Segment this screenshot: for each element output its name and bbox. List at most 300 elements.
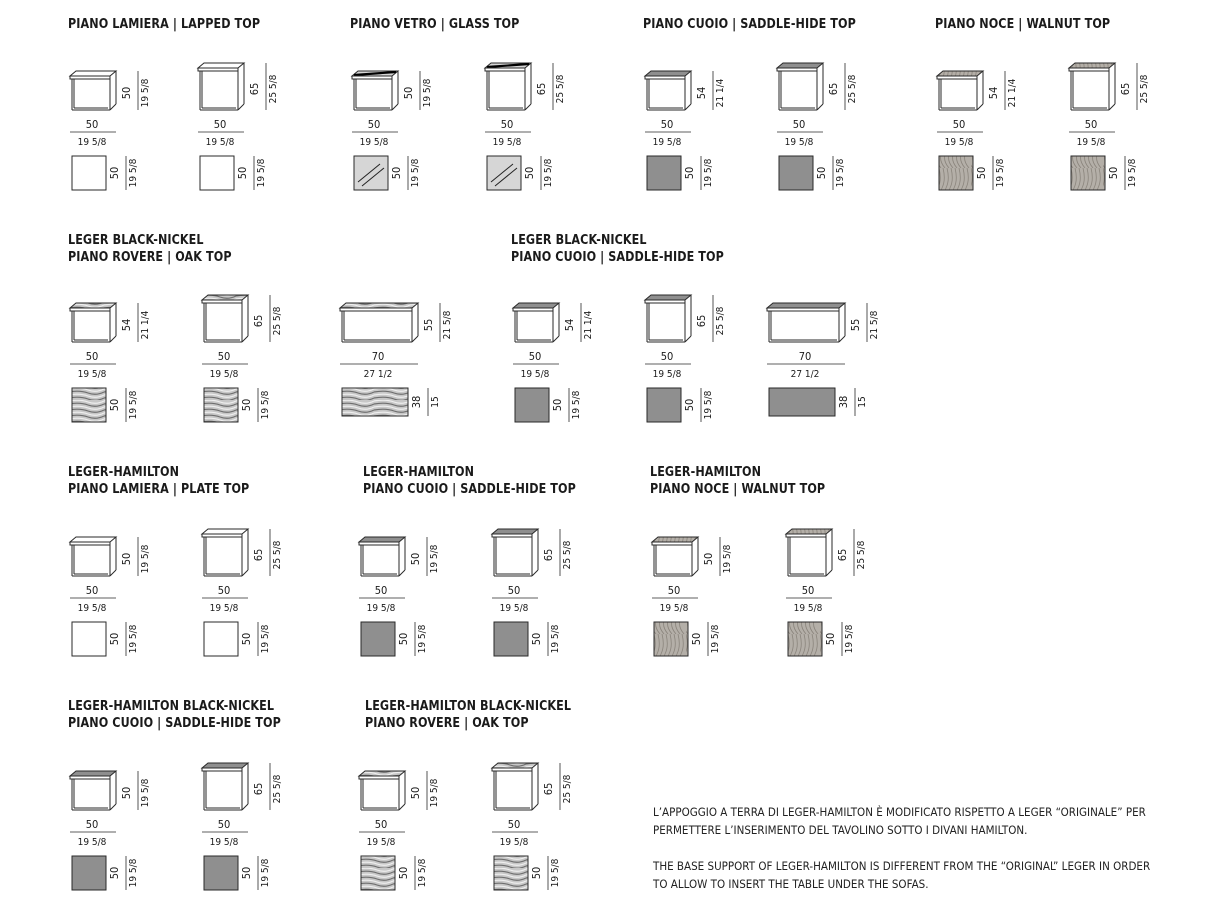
table-variant — [643, 292, 741, 436]
plan-view — [361, 622, 395, 656]
width-cm: 50 — [528, 350, 542, 363]
width-cm: 50 — [85, 584, 99, 597]
depth-inch: 19 5/8 — [543, 158, 554, 188]
width-cm: 50 — [217, 818, 231, 831]
elevation-view — [352, 71, 398, 110]
frame-base — [392, 104, 398, 110]
height-cm: 65 — [248, 82, 261, 96]
height-inch: 21 5/8 — [869, 310, 880, 340]
tabletop-surface — [70, 71, 116, 76]
height-cm: 65 — [252, 548, 265, 562]
height-inch: 25 5/8 — [268, 74, 279, 104]
elevation-view — [485, 63, 531, 110]
section-title — [68, 232, 232, 266]
height-inch: 19 5/8 — [140, 778, 151, 808]
table-drawing — [1067, 60, 1165, 200]
elevation-view — [359, 537, 405, 576]
width-inch: 19 5/8 — [77, 369, 107, 380]
width-cm: 50 — [792, 118, 806, 131]
height-inch: 25 5/8 — [272, 774, 283, 804]
tabletop-edge — [202, 768, 242, 771]
width-cm: 50 — [507, 818, 521, 831]
depth-inch: 19 5/8 — [260, 390, 271, 420]
table-drawing — [765, 292, 895, 432]
depth-inch: 19 5/8 — [260, 624, 271, 654]
plan-view — [647, 388, 681, 422]
table-drawing — [511, 292, 609, 432]
table-drawing — [200, 292, 298, 432]
depth-cm: 50 — [975, 166, 988, 180]
height-inch: 19 5/8 — [429, 778, 440, 808]
width-cm: 50 — [217, 584, 231, 597]
width-cm: 70 — [371, 350, 385, 363]
tabletop-surface — [202, 763, 248, 768]
table-drawing — [68, 760, 166, 900]
table-variant — [68, 60, 166, 204]
width-cm: 50 — [85, 818, 99, 831]
section-title-line: PIANO ROVERE | OAK TOP — [365, 716, 529, 731]
tabletop-surface — [645, 295, 691, 300]
width-inch: 19 5/8 — [209, 603, 239, 614]
height-inch: 25 5/8 — [272, 540, 283, 570]
section-title — [68, 698, 281, 732]
height-cm: 50 — [120, 552, 133, 566]
tabletop-surface — [652, 537, 698, 542]
tabletop-surface — [70, 303, 116, 308]
width-inch: 27 1/2 — [790, 369, 820, 380]
tabletop-edge — [359, 542, 399, 545]
elevation-view — [359, 771, 405, 810]
note-english-line-1: THE BASE SUPPORT OF LEGER-HAMILTON IS DIFFERENT FROM THE “ORIGINAL” LEGER IN ORDER — [653, 859, 1151, 873]
section-title-line: PIANO ROVERE | OAK TOP — [68, 250, 232, 265]
depth-cm: 50 — [551, 398, 564, 412]
tabletop-surface — [340, 303, 418, 308]
width-inch: 19 5/8 — [652, 137, 682, 148]
table-drawing — [935, 60, 1033, 200]
frame-base — [412, 336, 418, 342]
note-english-line-2: TO ALLOW TO INSERT THE TABLE UNDER THE SOFAS. — [653, 877, 929, 891]
depth-cm: 50 — [530, 866, 543, 880]
table-drawing — [650, 526, 748, 666]
section-title-line: LEGER-HAMILTON BLACK-NICKEL — [365, 699, 572, 714]
tabletop-edge — [767, 308, 839, 311]
height-cm: 65 — [827, 82, 840, 96]
width-cm: 50 — [85, 118, 99, 131]
plan-view — [939, 156, 973, 190]
depth-inch: 19 5/8 — [571, 390, 582, 420]
table-variant — [643, 60, 741, 204]
table-drawing — [784, 526, 882, 666]
table-variant — [196, 60, 294, 204]
depth-cm: 50 — [824, 632, 837, 646]
elevation-view — [198, 63, 244, 110]
table-variant — [68, 760, 166, 904]
height-cm: 54 — [120, 318, 133, 332]
tabletop-edge — [70, 308, 110, 311]
height-inch: 19 5/8 — [140, 78, 151, 108]
depth-inch: 19 5/8 — [417, 858, 428, 888]
depth-inch: 19 5/8 — [550, 624, 561, 654]
section-title — [68, 464, 249, 498]
depth-inch: 19 5/8 — [995, 158, 1006, 188]
height-inch: 25 5/8 — [562, 540, 573, 570]
depth-cm: 50 — [108, 632, 121, 646]
table-variant — [765, 292, 895, 436]
table-variant — [490, 760, 588, 904]
depth-inch: 19 5/8 — [550, 858, 561, 888]
elevation-view — [70, 537, 116, 576]
height-cm: 50 — [120, 786, 133, 800]
note-italian-line-2: PERMETTERE L’INSERIMENTO DEL TAVOLINO SOTTO I DIVANI HAMILTON. — [653, 823, 1028, 837]
tabletop-surface — [513, 303, 559, 308]
section-title-line: LEGER-HAMILTON BLACK-NICKEL — [68, 699, 275, 714]
width-cm: 70 — [798, 350, 812, 363]
depth-inch: 15 — [430, 396, 441, 408]
tabletop-edge — [202, 534, 242, 537]
table-drawing — [643, 60, 741, 200]
plan-view — [769, 388, 835, 416]
height-cm: 55 — [422, 318, 435, 332]
section-title-line: PIANO CUOIO | SADDLE-HIDE TOP — [363, 482, 576, 497]
width-cm: 50 — [667, 584, 681, 597]
height-cm: 65 — [252, 782, 265, 796]
plan-view — [354, 156, 388, 190]
width-cm: 50 — [952, 118, 966, 131]
tabletop-edge — [70, 776, 110, 779]
tabletop-edge — [937, 76, 977, 79]
table-drawing — [350, 60, 448, 200]
section-title-line: LEGER-HAMILTON — [650, 465, 762, 480]
frame-base — [399, 570, 405, 576]
tabletop-edge — [786, 534, 826, 537]
depth-cm: 50 — [236, 166, 249, 180]
height-cm: 65 — [695, 314, 708, 328]
width-inch: 19 5/8 — [784, 137, 814, 148]
plan-view — [494, 622, 528, 656]
width-inch: 19 5/8 — [209, 369, 239, 380]
plan-view — [72, 388, 106, 422]
table-variant — [784, 526, 882, 670]
height-cm: 55 — [849, 318, 862, 332]
depth-inch: 19 5/8 — [835, 158, 846, 188]
height-cm: 54 — [695, 86, 708, 100]
note-english — [653, 857, 1150, 893]
depth-inch: 19 5/8 — [256, 158, 267, 188]
elevation-view — [645, 71, 691, 110]
elevation-view — [937, 71, 983, 110]
depth-inch: 19 5/8 — [703, 158, 714, 188]
depth-inch: 19 5/8 — [128, 158, 139, 188]
elevation-view — [340, 303, 418, 342]
height-cm: 50 — [409, 552, 422, 566]
elevation-view — [202, 529, 248, 576]
plan-view — [200, 156, 234, 190]
section-title-line: LEGER-HAMILTON — [363, 465, 475, 480]
table-variant — [68, 526, 166, 670]
section-title-line: PIANO NOCE | WALNUT TOP — [650, 482, 826, 497]
height-inch: 21 1/4 — [583, 310, 594, 340]
frame-base — [110, 336, 116, 342]
elevation-view — [70, 303, 116, 342]
table-drawing — [643, 292, 741, 432]
tabletop-edge — [485, 68, 525, 71]
width-inch: 19 5/8 — [209, 837, 239, 848]
depth-inch: 19 5/8 — [417, 624, 428, 654]
height-cm: 65 — [542, 548, 555, 562]
width-inch: 19 5/8 — [652, 369, 682, 380]
tabletop-surface — [359, 771, 405, 776]
height-inch: 19 5/8 — [722, 544, 733, 574]
table-drawing — [338, 292, 468, 432]
height-inch: 25 5/8 — [272, 306, 283, 336]
tabletop-surface — [645, 71, 691, 76]
tabletop-surface — [70, 771, 116, 776]
width-inch: 27 1/2 — [363, 369, 393, 380]
height-inch: 21 1/4 — [715, 78, 726, 108]
table-drawing — [200, 526, 298, 666]
width-cm: 50 — [367, 118, 381, 131]
depth-cm: 50 — [108, 166, 121, 180]
height-inch: 25 5/8 — [555, 74, 566, 104]
table-drawing — [68, 60, 166, 200]
width-cm: 50 — [374, 818, 388, 831]
elevation-view — [786, 529, 832, 576]
plan-view — [361, 856, 395, 890]
height-cm: 65 — [535, 82, 548, 96]
tabletop-edge — [492, 534, 532, 537]
section-title — [365, 698, 571, 732]
table-drawing — [490, 760, 588, 900]
frame-base — [685, 336, 691, 342]
frame-base — [110, 570, 116, 576]
height-inch: 21 1/4 — [140, 310, 151, 340]
table-variant — [650, 526, 748, 670]
tabletop-surface — [492, 529, 538, 534]
plan-view — [204, 856, 238, 890]
tabletop-edge — [359, 776, 399, 779]
table-drawing — [68, 526, 166, 666]
height-cm: 65 — [252, 314, 265, 328]
width-inch: 19 5/8 — [944, 137, 974, 148]
frame-base — [532, 570, 538, 576]
frame-base — [242, 336, 248, 342]
depth-inch: 19 5/8 — [410, 158, 421, 188]
table-drawing — [775, 60, 873, 200]
elevation-view — [652, 537, 698, 576]
plan-view — [788, 622, 822, 656]
width-inch: 19 5/8 — [659, 603, 689, 614]
plan-view — [647, 156, 681, 190]
elevation-view — [492, 529, 538, 576]
tabletop-edge — [645, 76, 685, 79]
height-cm: 50 — [409, 786, 422, 800]
depth-cm: 50 — [240, 866, 253, 880]
depth-cm: 50 — [690, 632, 703, 646]
table-drawing — [196, 60, 294, 200]
height-inch: 19 5/8 — [140, 544, 151, 574]
frame-base — [826, 570, 832, 576]
width-inch: 19 5/8 — [499, 837, 529, 848]
height-cm: 65 — [542, 782, 555, 796]
frame-base — [242, 804, 248, 810]
depth-inch: 15 — [857, 396, 868, 408]
plan-view — [72, 622, 106, 656]
elevation-view — [767, 303, 845, 342]
height-cm: 54 — [987, 86, 1000, 100]
depth-cm: 50 — [530, 632, 543, 646]
depth-cm: 50 — [683, 166, 696, 180]
depth-cm: 50 — [523, 166, 536, 180]
depth-cm: 50 — [240, 398, 253, 412]
tabletop-edge — [340, 308, 412, 311]
section-title-line: PIANO NOCE | WALNUT TOP — [935, 17, 1111, 32]
depth-inch: 19 5/8 — [128, 858, 139, 888]
height-inch: 25 5/8 — [715, 306, 726, 336]
section-title — [650, 464, 825, 498]
depth-inch: 19 5/8 — [1127, 158, 1138, 188]
height-inch: 25 5/8 — [1139, 74, 1150, 104]
width-cm: 50 — [660, 350, 674, 363]
table-drawing — [200, 760, 298, 900]
width-inch: 19 5/8 — [492, 137, 522, 148]
tabletop-surface — [198, 63, 244, 68]
tabletop-edge — [352, 76, 392, 79]
frame-base — [110, 804, 116, 810]
table-variant — [350, 60, 448, 204]
depth-inch: 19 5/8 — [844, 624, 855, 654]
section-title-line: LEGER-HAMILTON — [68, 465, 180, 480]
depth-cm: 50 — [108, 398, 121, 412]
height-cm: 50 — [120, 86, 133, 100]
width-inch: 19 5/8 — [77, 837, 107, 848]
tabletop-surface — [70, 537, 116, 542]
tabletop-surface — [786, 529, 832, 534]
plan-view — [487, 156, 521, 190]
section-title-line: LEGER BLACK-NICKEL — [68, 233, 204, 248]
plan-view — [204, 622, 238, 656]
frame-base — [238, 104, 244, 110]
section-title-line: PIANO LAMIERA | LAPPED TOP — [68, 17, 261, 32]
tabletop-edge — [202, 300, 242, 303]
section-title-line: PIANO CUOIO | SADDLE-HIDE TOP — [643, 17, 856, 32]
width-cm: 50 — [507, 584, 521, 597]
plan-view — [1071, 156, 1105, 190]
width-inch: 19 5/8 — [499, 603, 529, 614]
height-inch: 21 5/8 — [442, 310, 453, 340]
section-title — [350, 16, 519, 33]
plan-view — [72, 856, 106, 890]
frame-base — [1109, 104, 1115, 110]
width-cm: 50 — [660, 118, 674, 131]
table-variant — [490, 526, 588, 670]
table-variant — [483, 60, 581, 204]
tabletop-edge — [70, 542, 110, 545]
table-drawing — [483, 60, 581, 200]
tabletop-edge — [198, 68, 238, 71]
depth-inch: 19 5/8 — [710, 624, 721, 654]
section-title — [68, 16, 260, 33]
width-cm: 50 — [217, 350, 231, 363]
depth-cm: 50 — [240, 632, 253, 646]
height-cm: 65 — [1119, 82, 1132, 96]
depth-inch: 19 5/8 — [128, 390, 139, 420]
width-inch: 19 5/8 — [1076, 137, 1106, 148]
width-cm: 50 — [801, 584, 815, 597]
tabletop-surface — [492, 763, 538, 768]
width-inch: 19 5/8 — [77, 603, 107, 614]
depth-cm: 50 — [1107, 166, 1120, 180]
width-cm: 50 — [374, 584, 388, 597]
elevation-view — [70, 771, 116, 810]
section-title-line: LEGER BLACK-NICKEL — [511, 233, 647, 248]
elevation-view — [645, 295, 691, 342]
tabletop-surface — [767, 303, 845, 308]
frame-base — [692, 570, 698, 576]
depth-cm: 50 — [815, 166, 828, 180]
tabletop-surface — [937, 71, 983, 76]
tabletop-edge — [645, 300, 685, 303]
table-drawing — [357, 526, 455, 666]
height-inch: 25 5/8 — [562, 774, 573, 804]
table-variant — [200, 526, 298, 670]
elevation-view — [70, 71, 116, 110]
plan-view — [515, 388, 549, 422]
elevation-view — [513, 303, 559, 342]
depth-cm: 50 — [397, 632, 410, 646]
frame-base — [977, 104, 983, 110]
table-variant — [357, 526, 455, 670]
tabletop-edge — [1069, 68, 1109, 71]
width-inch: 19 5/8 — [366, 837, 396, 848]
note-italian — [653, 803, 1150, 839]
height-inch: 25 5/8 — [847, 74, 858, 104]
table-variant — [200, 292, 298, 436]
section-title-line: PIANO CUOIO | SADDLE-HIDE TOP — [511, 250, 724, 265]
elevation-view — [202, 763, 248, 810]
table-variant — [511, 292, 609, 436]
height-inch: 25 5/8 — [856, 540, 867, 570]
depth-cm: 50 — [108, 866, 121, 880]
tabletop-surface — [202, 529, 248, 534]
height-inch: 19 5/8 — [429, 544, 440, 574]
height-cm: 50 — [702, 552, 715, 566]
tabletop-edge — [492, 768, 532, 771]
depth-cm: 38 — [410, 395, 423, 409]
width-inch: 19 5/8 — [359, 137, 389, 148]
frame-base — [839, 336, 845, 342]
height-cm: 65 — [836, 548, 849, 562]
table-variant — [200, 760, 298, 904]
frame-base — [817, 104, 823, 110]
depth-cm: 50 — [390, 166, 403, 180]
plan-view — [494, 856, 528, 890]
width-inch: 19 5/8 — [520, 369, 550, 380]
elevation-view — [492, 763, 538, 810]
elevation-view — [202, 295, 248, 342]
table-variant — [338, 292, 468, 436]
frame-base — [685, 104, 691, 110]
plan-view — [342, 388, 408, 416]
section-title — [643, 16, 856, 33]
frame-base — [532, 804, 538, 810]
plan-view — [654, 622, 688, 656]
tabletop-surface — [359, 537, 405, 542]
section-title-line: PIANO VETRO | GLASS TOP — [350, 17, 520, 32]
tabletop-edge — [70, 76, 110, 79]
table-drawing — [490, 526, 588, 666]
table-drawing — [68, 292, 166, 432]
width-inch: 19 5/8 — [793, 603, 823, 614]
